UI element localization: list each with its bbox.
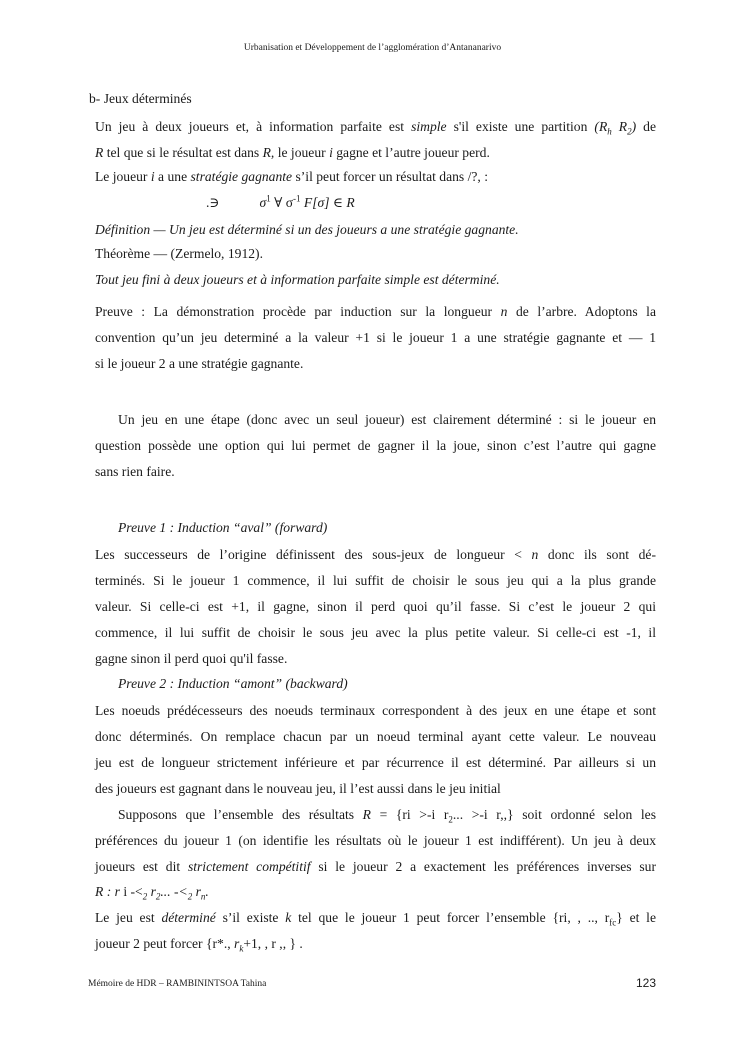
paragraph-line: commence, il lui suffit de choisir le sous jeu avec la plus petite valeur. Si celle-ci est -1, il (95, 625, 656, 640)
paragraph-line: joueur 2 peut forcer {r*., $r_k+1$, , r ,, } . (95, 936, 303, 954)
paragraph-line: Les successeurs de l’origine définissent des sous-jeux de longueur < n donc ils sont dé- (95, 547, 656, 562)
paragraph-line: R tel que si le résultat est dans R, le joueur i gagne et l’autre joueur perd. (95, 145, 490, 160)
paragraph-line: question possède une option qui lui permet de gagner il la joue, sinon c’est l’autre qui gagne (95, 438, 656, 453)
paragraph-line: R : r i $-<_2$ $r_2$... $-<_2$ $r_n$. (95, 884, 209, 902)
paragraph-line: sans rien faire. (95, 464, 175, 479)
paragraph-line: Le jeu est déterminé s’il existe k tel que le joueur 1 peut forcer l’ensemble {ri, , .., $r_{fc}$} et le (95, 910, 656, 928)
theorem-statement: Tout jeu fini à deux joueurs et à information parfaite simple est déterminé. (95, 272, 500, 287)
paragraph-line: Preuve : La démonstration procède par induction sur la longueur n de l’arbre. Adoptons la (95, 304, 656, 319)
paragraph-line: des joueurs est gagnant dans le nouveau jeu, il l’est aussi dans le jeu initial (95, 781, 501, 796)
running-header: Urbanisation et Développement de l’agglomération d’Antananarivo (243, 43, 502, 53)
proof2-title: Preuve 2 : Induction “amont” (backward) (118, 676, 348, 691)
paragraph-line: terminés. Si le joueur 1 commence, il lui suffit de choisir le sous jeu qui a la plus grande (95, 573, 656, 588)
paragraph-line: valeur. Si celle-ci est +1, il gagne, sinon il perd quoi qu’il fasse. Si c’est le joueur 2 qui (95, 599, 656, 614)
paragraph-line: préférences du joueur 1 (on identifie les résultats où le joueur 1 est indifférent). Un jeu à deux (95, 833, 656, 848)
section-title: b- Jeux déterminés (89, 91, 192, 106)
paragraph-line: Le joueur i a une stratégie gagnante s’il peut forcer un résultat dans /?, : (95, 169, 488, 184)
footer-author: Mémoire de HDR – RAMBININTSOA Tahina (88, 979, 267, 989)
paragraph-line: convention qu’un jeu determiné a la valeur +1 si le joueur 1 a une stratégie gagnante et — 1 (95, 330, 656, 345)
paragraph-line: gagne sinon il perd quoi qu'il fasse. (95, 651, 288, 666)
proof1-title: Preuve 1 : Induction “aval” (forward) (118, 520, 328, 535)
theorem-title: Théorème — (Zermelo, 1912). (95, 246, 263, 261)
paragraph-line: Les noeuds prédécesseurs des noeuds terminaux correspondent à des jeux en une étape et sont (95, 703, 656, 718)
paragraph-line: donc déterminés. On remplace chacun par un noeud terminal ayant cette valeur. Le nouveau (95, 729, 656, 744)
paragraph-line: si le joueur 2 a une stratégie gagnante. (95, 356, 304, 371)
page-number: 123 (636, 976, 657, 990)
paragraph-line: jeu est de longueur strictement inférieure et par récurrence il est déterminé. Par ailleurs si un (95, 755, 656, 770)
paragraph-line: Un jeu en une étape (donc avec un seul joueur) est clairement déterminé : si le joueur en (118, 412, 656, 427)
paragraph-line: joueurs est dit strictement compétitif si le joueur 2 a exactement les préférences inverses sur (95, 859, 656, 874)
paragraph-line: Supposons que l’ensemble des résultats R = {ri >-i $r_2$... >-i r,,} soit ordonné selon les (118, 807, 657, 825)
formula: .∋ $\sigma^1$ ∀ $\sigma^{-1}$ F[σ] ∈ R (206, 193, 355, 210)
paragraph-line: Un jeu à deux joueurs et, à information parfaite est simple s'il existe une partition ($R_h$ $R_2$) de (95, 119, 657, 137)
definition: Définition — Un jeu est déterminé si un des joueurs a une stratégie gagnante. (95, 222, 519, 237)
